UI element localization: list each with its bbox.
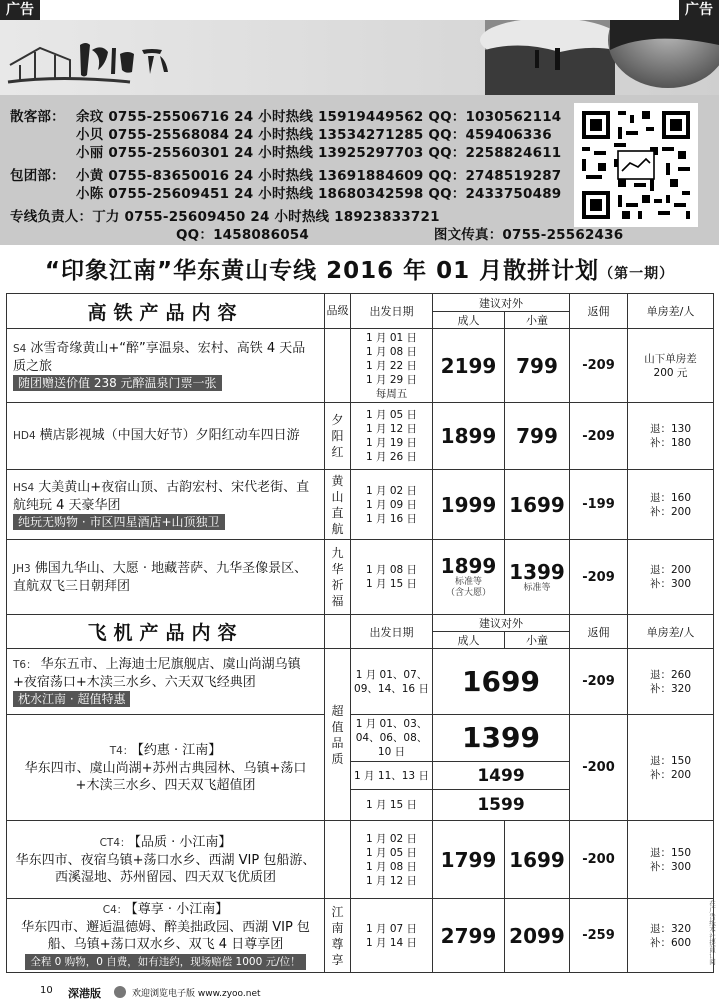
single-supplement [628,715,714,821]
manager-phone: 0755-25609450 [124,209,246,225]
qq-label: QQ： [428,127,466,143]
product-name: 横店影视城（中国大好节）夕阳红动车四日游 [39,428,300,443]
date-item: 1 月 01 日 [365,331,418,344]
product-cell [7,715,325,821]
price-note: 标准等 [523,582,551,593]
single-supplement [628,649,714,715]
table-row [7,403,714,470]
single-supplement [628,403,714,470]
child-price: 1699 [505,821,570,899]
table-row [7,329,714,403]
product-highlight: 全程 0 购物，0 自费，如有违约，现场赔偿 1000 元/位！ [25,954,305,970]
ad-tag-right: 广告 [679,0,719,20]
product-tag: 【品质 · 小江南】 [134,834,232,850]
product-code: HD4 [13,430,36,442]
date-item: 1 月 26 日 [365,451,418,463]
side-note: 在广告纸本社提前订阅 [708,900,716,965]
product-name: 华东四市、夜宿乌镇+荡口水乡、西湖 VIP 包船游、西溪湿地、苏州留园、四天双飞优质团 [15,852,316,885]
header-grade: 品级 [325,294,351,329]
product-name: 大美黄山+夜宿山顶、古韵宏村、宋代老街、直航纯玩 4 天豪华团 [13,479,310,513]
single-line: 山下单房差 [644,352,697,365]
contact-row-3 [10,141,561,161]
hotline-label: 24 小时热线 [234,168,314,184]
manager-row [10,205,440,225]
price-note: 标准等 [454,577,482,587]
grade-cell [325,821,351,899]
title-main: “印象江南”华东黄山专线 2016 年 01 月散拼计划 [44,258,600,284]
hotline-label: 24 小时热线 [250,209,330,225]
grade-cell [325,649,351,821]
contact-phone: 0755-83650016 [108,168,230,184]
single-line: 补：300 [649,860,692,873]
single-line: 退：320 [649,922,692,935]
date-item: 1 月 02 日 [365,832,418,845]
contact-hotline: 13534271285 [317,127,424,143]
contact-block [0,95,719,245]
page-title [0,252,719,285]
hotline-label: 24 小时热线 [234,145,314,161]
product-cell [7,470,325,540]
date-item: 10 日 [377,746,406,758]
contact-row-5 [10,182,561,202]
single-line: 退：160 [649,491,692,504]
adult-price: 1999 [433,470,505,540]
date-item: 1 月 07 日 [365,922,418,935]
product-code: HS4 [13,481,35,494]
footer-brand: 深港版 [68,987,101,1000]
header-single: 单房差/人 [628,615,714,649]
date-item: 04、06、08、 [355,732,428,744]
banner [0,20,719,95]
single-supplement [628,540,714,615]
contact-name: 余玟 [76,109,104,125]
package-price: 1699 [433,649,570,715]
adult-price: 1899 [433,403,505,470]
grade-label: 黄山直航 [331,473,344,536]
dates-cell [351,715,433,762]
rebate-value: -200 [570,715,628,821]
product-code: C4： [102,904,128,916]
single-line: 补：600 [649,936,692,949]
date-item: 1 月 01、03、 [355,718,428,730]
qq-label: QQ： [176,227,214,243]
date-item: 1 月 05 日 [365,846,418,859]
footer [0,985,719,1000]
product-code: JH3 [13,562,31,575]
contact-hotline: 13691884609 [317,168,424,184]
footer-text[interactable]: 欢迎浏览电子版 www.zyoo.net [132,989,261,999]
product-code: T4： [109,744,134,757]
header-child: 小童 [505,632,570,649]
product-code: S4 [13,342,27,355]
product-cell [7,899,325,973]
date-item: 1 月 01、07、 [355,668,428,681]
date-item: 1 月 12 日 [365,874,418,887]
date-item: 1 月 15 日 [351,790,433,821]
product-cell [7,403,325,470]
single-line: 退：260 [649,668,692,681]
dates-cell [351,540,433,615]
table-row [7,821,714,899]
manager-label: 专线负责人： [10,209,93,225]
product-cell [7,821,325,899]
date-item: 1 月 12 日 [365,423,418,435]
grade-cell [325,540,351,615]
contact-name: 小贝 [76,127,104,143]
date-item: 1 月 08 日 [365,345,418,358]
grade-label: 江南尊享 [331,904,344,967]
table-row [7,715,714,762]
contact-dept-label: 包团部： [10,168,65,184]
single-line: 退：200 [649,564,692,576]
package-price: 1399 [433,715,570,762]
product-name: 佛国九华山、大愿 · 地藏菩萨、九华圣像景区、直航双飞三日朝拜团 [13,560,308,594]
single-line: 退：130 [649,423,692,435]
qq-label: QQ： [428,109,466,125]
single-supplement [628,329,714,403]
contact-dept-label: 散客部： [10,109,65,125]
single-supplement [628,821,714,899]
fax-label: 图文传真： [433,227,503,243]
grade-cell [325,329,351,403]
header-single: 单房差/人 [628,294,714,329]
hotline-label: 24 小时热线 [234,127,314,143]
product-name: 华东四市、邂逅温德姆、醉美拙政园、西湖 VIP 包船、乌镇+荡口双水乡、双飞 4 日尊享团 [21,920,310,952]
qq-label: QQ： [428,145,466,161]
contact-hotline: 15919449562 [317,109,424,125]
qq-label: QQ： [428,168,466,184]
single-supplement [628,470,714,540]
grade-cell [325,470,351,540]
date-item: 1 月 14 日 [365,936,418,949]
date-item: 1 月 08 日 [365,564,418,576]
single-line: 补：180 [649,437,692,449]
header-dates: 出发日期 [351,615,433,649]
page-number: 10 [40,985,53,996]
product-name: 冰雪奇缘黄山+“醉”享温泉、宏村、高铁 4 天品质之旅 [13,340,306,374]
contact-qq: 2258824611 [465,145,562,161]
contact-name: 小丽 [76,145,104,161]
single-supplement [628,899,714,973]
contact-qq: 2433750489 [465,186,562,202]
table-row [7,899,714,973]
product-name: 华东五市、上海迪士尼旗舰店、虞山尚湖乌镇+夜宿荡口+木渎三水乡、六天双飞经典团 [13,656,301,690]
product-code: CT4： [99,836,131,849]
dates-cell [351,329,433,403]
table-row [7,649,714,715]
contact-qq: 2748519287 [465,168,562,184]
dates-cell [351,821,433,899]
contact-phone: 0755-25506716 [108,109,230,125]
header-price-group: 建议对外 [433,615,570,632]
contact-phone: 0755-25568084 [108,127,230,143]
fax-number: 0755-25562436 [502,227,624,243]
header-adult: 成人 [433,632,505,649]
price-note: （含大愿） [445,588,491,598]
product-tag: 【尊享 · 小江南】 [131,902,229,917]
rebate-value: -259 [570,899,628,973]
contact-row-1 [10,105,561,125]
date-item: 1 月 09 日 [365,498,418,511]
contact-name: 小黄 [76,168,104,184]
dates-cell [351,649,433,715]
product-highlight: 枕水江南 · 超值特惠 [13,691,130,707]
header-price-group: 建议对外 [433,294,570,312]
manager-name: 丁力 [92,209,120,225]
single-line: 补：200 [649,768,692,781]
rebate-value: -199 [570,470,628,540]
manager-qq: 1458086054 [213,227,309,243]
date-item: 09、14、16 日 [354,682,429,695]
dates-cell [351,899,433,973]
rebate-value: -209 [570,649,628,715]
rebate-value: -209 [570,540,628,615]
product-cell [7,649,325,715]
date-item: 1 月 19 日 [365,437,418,449]
header-grade-empty [325,615,351,649]
section-air-title: 飞机产品内容 [7,615,325,649]
table-row [7,470,714,540]
hotline-label: 24 小时热线 [234,186,314,202]
contact-row-2 [10,123,552,143]
ad-tag-left: 广告 [0,0,40,20]
banner-graphic [0,20,719,95]
grade-cell [325,403,351,470]
table-row [7,540,714,615]
manager-qq-row [176,223,623,243]
rebate-value: -209 [570,329,628,403]
child-price: 2099 [505,899,570,973]
grade-label: 超值品质 [331,703,344,766]
child-price: 799 [505,403,570,470]
manager-hotline: 18923833721 [334,209,440,225]
product-name: 华东四市、虞山尚湖+苏州古典园林、乌镇+荡口+木渎三水乡、四天双飞超值团 [24,760,307,793]
single-line: 退：150 [649,754,692,767]
adult-price: 1899 [440,554,497,578]
title-issue: （第一期） [599,266,675,282]
hotline-label: 24 小时热线 [234,109,314,125]
product-tag: 【约惠 · 江南】 [137,742,222,758]
dates-cell [351,470,433,540]
product-highlight: 随团赠送价值 238 元醉温泉门票一张 [13,375,222,391]
header-dates: 出发日期 [351,294,433,329]
child-price: 1699 [505,470,570,540]
package-price: 1599 [433,790,570,821]
contact-qq: 1030562114 [465,109,562,125]
brand-badge-icon [114,986,126,998]
rebate-value: -209 [570,403,628,470]
date-item: 1 月 11、13 日 [351,762,433,790]
contact-row-4 [10,164,561,184]
date-item: 1 月 16 日 [365,512,418,525]
date-item: 每周五 [375,387,408,400]
single-line: 200 元 [653,366,688,379]
child-price: 1399 [509,559,565,584]
adult-price: 2199 [433,329,505,403]
qq-label: QQ： [428,186,466,202]
lake-photo [480,20,620,95]
header-adult: 成人 [433,312,505,329]
child-price-cell [505,540,570,615]
rebate-value: -200 [570,821,628,899]
contact-name: 小陈 [76,186,104,202]
date-item: 1 月 15 日 [365,578,418,590]
date-item: 1 月 08 日 [365,860,418,873]
adult-price-cell [433,540,505,615]
contact-hotline: 18680342598 [317,186,424,202]
qr-code-icon [574,103,698,227]
date-item: 1 月 05 日 [365,409,418,421]
contact-hotline: 13925297703 [317,145,424,161]
header-child: 小童 [505,312,570,329]
single-line: 补：320 [649,682,692,695]
header-rebate: 返佣 [570,294,628,329]
product-highlight: 纯玩无购物 · 市区四星酒店+山顶独卫 [13,514,225,530]
single-line: 补：200 [649,505,692,518]
product-code: T6： [13,658,37,671]
contact-phone: 0755-25609451 [108,186,230,202]
header-rebate: 返佣 [570,615,628,649]
adult-price: 1799 [433,821,505,899]
product-cell [7,540,325,615]
section-rail-title: 高铁产品内容 [7,294,325,329]
single-line: 退：150 [649,846,692,859]
adult-price: 2799 [433,899,505,973]
grade-cell [325,899,351,973]
contact-phone: 0755-25560301 [108,145,230,161]
child-price: 799 [505,329,570,403]
schedule-table [6,293,714,973]
single-line: 补：300 [649,578,692,590]
package-price: 1499 [433,762,570,790]
grade-label: 九华祈福 [331,546,344,608]
date-item: 1 月 02 日 [365,484,418,497]
product-cell [7,329,325,403]
grade-label: 夕阳红 [331,413,344,459]
contact-qq: 459406336 [465,127,552,143]
date-item: 1 月 22 日 [365,359,418,372]
dates-cell [351,403,433,470]
date-item: 1 月 29 日 [365,373,418,386]
